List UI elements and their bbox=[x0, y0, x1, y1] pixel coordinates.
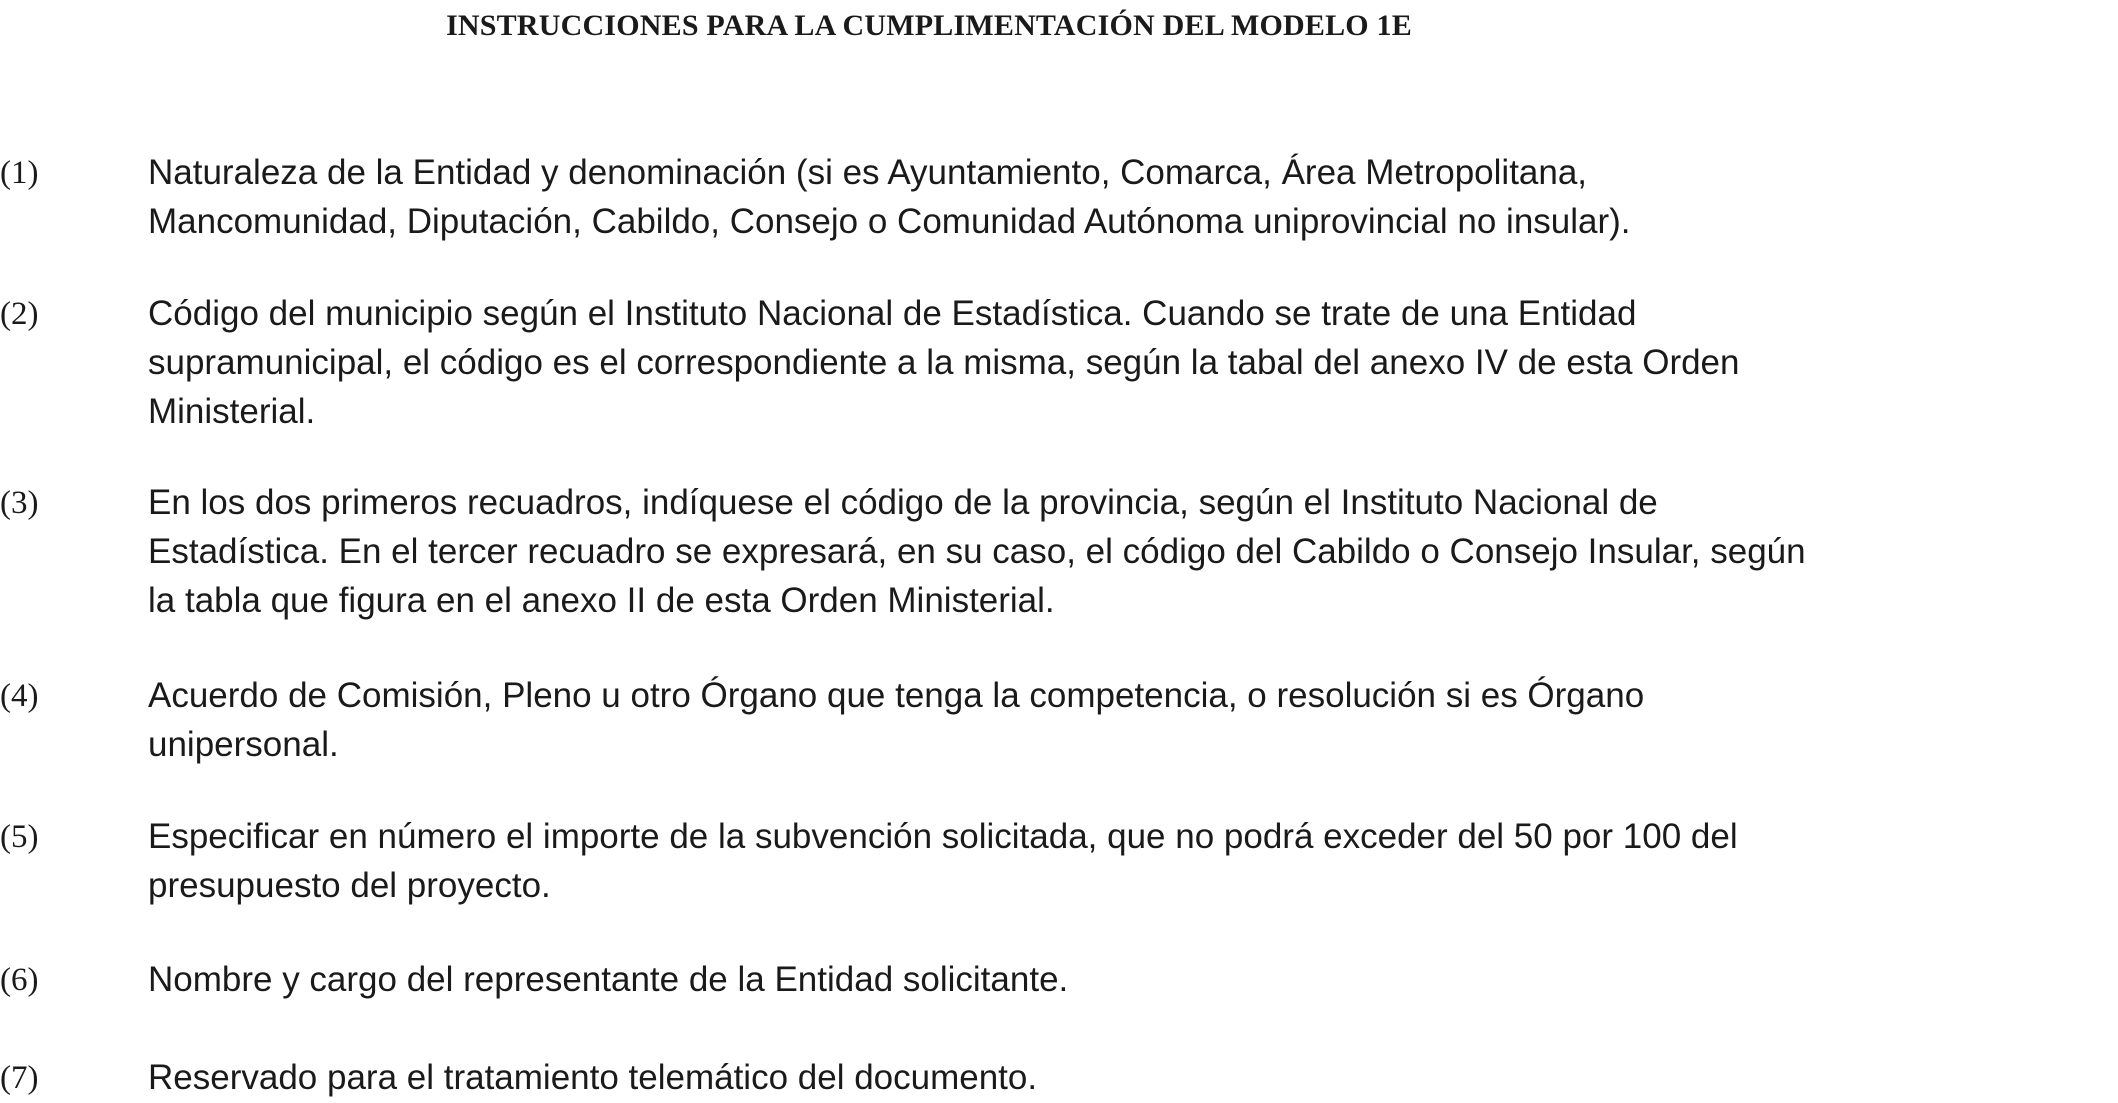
instruction-text: Acuerdo de Comisión, Pleno u otro Órgano que tenga la competencia, o resolución si es Órgano unipersonal. bbox=[148, 676, 1645, 764]
instruction-text: Código del municipio según el Instituto Nacional de Estadística. Cuando se trate de una Entidad supramunicipal, el código es el correspondiente a la misma, según la tabal del anexo IV de esta Orden Ministerial. bbox=[148, 294, 1740, 431]
instruction-number: (1) bbox=[0, 155, 39, 191]
instruction-number: (3) bbox=[0, 485, 39, 521]
instruction-text: Reservado para el tratamiento telemático del documento. bbox=[148, 1058, 1038, 1097]
instruction-number: (6) bbox=[0, 962, 39, 998]
instruction-text: Naturaleza de la Entidad y denominación (si es Ayuntamiento, Comarca, Área Metropolitana, Mancomunidad, Diputación, Cabildo, Consejo o Comunidad Autónoma uniprovincial no insular). bbox=[148, 153, 1631, 241]
instruction-text: En los dos primeros recuadros, indíquese el código de la provincia, según el Instituto Nacional de Estadística. En el tercer recuadro se expresará, en su caso, el código del Cabildo o Consejo Insular, según la tabla que figura en el anexo II de esta Orden Ministerial. bbox=[148, 483, 1806, 620]
instruction-number: (7) bbox=[0, 1060, 39, 1096]
instruction-text: Nombre y cargo del representante de la Entidad solicitante. bbox=[148, 960, 1069, 999]
instruction-text: Especificar en número el importe de la subvención solicitada, que no podrá exceder del 50 por 100 del presupuesto del proyecto. bbox=[148, 817, 1738, 905]
instruction-number: (2) bbox=[0, 296, 39, 332]
instruction-number: (4) bbox=[0, 678, 39, 714]
document-title: INSTRUCCIONES PARA LA CUMPLIMENTACIÓN DEL MODELO 1E bbox=[446, 9, 1412, 42]
instruction-number: (5) bbox=[0, 819, 39, 855]
